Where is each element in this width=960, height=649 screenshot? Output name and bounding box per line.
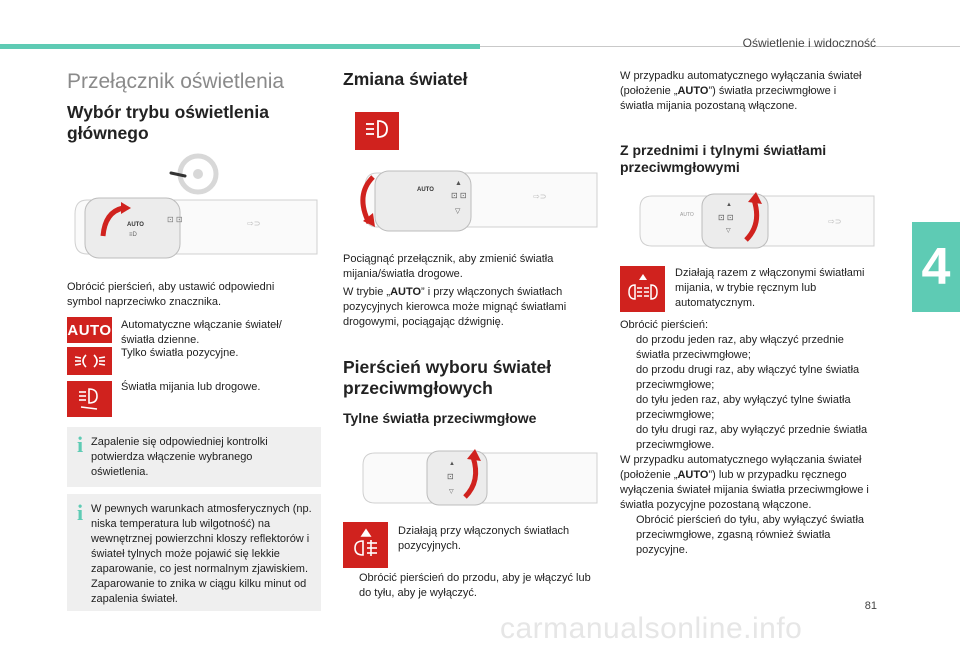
rear-fog-bullet: Obrócić pierścień do przodu, aby je włączyć lub do tyłu, aby je wyłączyć.: [359, 572, 591, 599]
svg-text:⇨⊃: ⇨⊃: [247, 219, 261, 228]
position-lights-label: Tylko światła pozycyjne.: [121, 347, 239, 359]
dipped-beam-label: Światła mijania lub drogowe.: [121, 381, 261, 393]
rotate-instructions: [620, 318, 880, 558]
svg-text:⊡ ⊡: ⊡ ⊡: [718, 213, 734, 222]
high-beam-icon: [355, 112, 399, 150]
svg-text:▽: ▽: [455, 208, 461, 215]
svg-text:AUTO: AUTO: [127, 222, 144, 228]
auto-mode-label: Automatyczne włączanie świateł/ światła dzienne.: [121, 319, 282, 346]
section-heading-beam-change: Zmiana świateł: [343, 69, 468, 89]
svg-text:⊡ ⊡: ⊡ ⊡: [451, 191, 467, 200]
svg-text:⊡ ⊡: ⊡ ⊡: [167, 215, 183, 224]
page-title: Przełącznik oświetlenia: [67, 70, 285, 93]
front-rear-fog-ring-illustration: [632, 190, 876, 252]
chapter-tab: 4: [912, 222, 960, 312]
svg-text:⊡: ⊡: [447, 472, 454, 481]
note-box-condensation: [67, 494, 321, 611]
list-item: do przodu jeden raz, aby włączyć przednie światła przeciwmgłowe;: [636, 334, 844, 361]
svg-text:▲: ▲: [455, 180, 462, 187]
front-rear-fog-text: Działają razem z włączonymi światłami mijania, w trybie ręcznym lub automatycznym.: [675, 267, 865, 309]
svg-text:▲: ▲: [449, 461, 455, 467]
auto-mode-icon: AUTO: [67, 317, 112, 343]
section-heading-fog-ring: Pierścień wyboru świateł przeciwmgłowych: [343, 357, 552, 398]
dipped-beam-icon: [67, 381, 112, 417]
light-stalk-illustration: [67, 192, 321, 264]
svg-text:⇨⊃: ⇨⊃: [533, 192, 547, 201]
svg-text:▽: ▽: [449, 489, 454, 495]
rear-fog-icon: [343, 522, 388, 568]
position-lights-icon: [67, 347, 112, 375]
list-item: do tyłu drugi raz, aby wyłączyć przednie światła przeciwmgłowe.: [636, 424, 868, 451]
svg-text:⇨⊃: ⇨⊃: [828, 217, 842, 226]
list-item: do przodu drugi raz, aby włączyć tylne światła przeciwmgłowe;: [636, 364, 860, 391]
svg-text:AUTO: AUTO: [680, 212, 694, 218]
intro-text: Obrócić pierścień, aby ustawić odpowiedni symbol naprzeciwko znacznika.: [67, 281, 275, 308]
steering-wheel-icon: [168, 152, 224, 196]
stalk-pull-illustration: [343, 165, 599, 237]
beam-change-text: Pociągnąć przełącznik, aby zmienić światła mijania/światła drogowe.: [343, 253, 554, 280]
rear-fog-ring-illustration: [355, 447, 599, 509]
info-icon: i: [77, 500, 84, 525]
section-heading-main-lighting: Wybór trybu oświetlenia głównego: [67, 102, 269, 143]
info-icon: i: [77, 432, 84, 457]
svg-text:AUTO: AUTO: [417, 187, 434, 193]
watermark: carmanualsonline.info: [500, 612, 803, 645]
subheading-front-rear-fog: Z przednimi i tylnymi światłami przeciwmgłowymi: [620, 142, 827, 175]
front-rear-fog-icon: [620, 266, 665, 312]
auto-off-fog-text: W przypadku automatycznego wyłączania świateł (położenie „AUTO”) lub w przypadku ręcznego wyłączenia świateł mijania światła przeciwmgłowe i światła pozycyjne pozostaną włączone.: [620, 454, 869, 511]
auto-off-text: W przypadku automatycznego wyłączania świateł (położenie „AUTO”) światła przeciwmgłowe i światła mijania pozostaną włączone.: [620, 70, 862, 112]
rear-fog-text: Działają przy włączonych światłach pozycyjnych.: [398, 525, 570, 552]
header-rule: [480, 46, 960, 47]
list-item: Obrócić pierścień do tyłu, aby wyłączyć światła przeciwmgłowe, zgasną również światła pozycyjne.: [636, 514, 865, 556]
svg-text:▲: ▲: [726, 202, 732, 208]
note-indicator-text: Zapalenie się odpowiedniej kontrolki potwierdza włączenie wybranego oświetlenia.: [91, 436, 268, 478]
list-item: do tyłu jeden raz, aby wyłączyć tylne światła przeciwmgłowe;: [636, 394, 851, 421]
svg-text:≡D: ≡D: [129, 232, 137, 238]
note-box-indicator: [67, 427, 321, 487]
section-title: Oświetlenie i widoczność: [742, 36, 876, 50]
note-condensation-text: W pewnych warunkach atmosferycznych (np. niska temperatura lub wilgotność) na wewnętrznej powierzchni kloszy reflektorów i świateł tylnych może pojawić się lekkie zaparowanie, co jest normalnym zjawiskiem. Zaparowanie to znika w ciągu kilku minut od zapalenia świateł.: [91, 503, 312, 605]
subheading-rear-fog: Tylne światła przeciwmgłowe: [343, 410, 537, 426]
svg-text:▽: ▽: [726, 228, 731, 234]
page-number: 81: [864, 600, 877, 612]
rotate-intro: Obrócić pierścień:: [620, 319, 709, 331]
flash-text: W trybie „AUTO” i przy włączonych światłach pozycyjnych kierowca może mignąć światłami drogowymi, pociągając dźwignię.: [343, 286, 567, 328]
header-accent-bar: [0, 44, 480, 49]
